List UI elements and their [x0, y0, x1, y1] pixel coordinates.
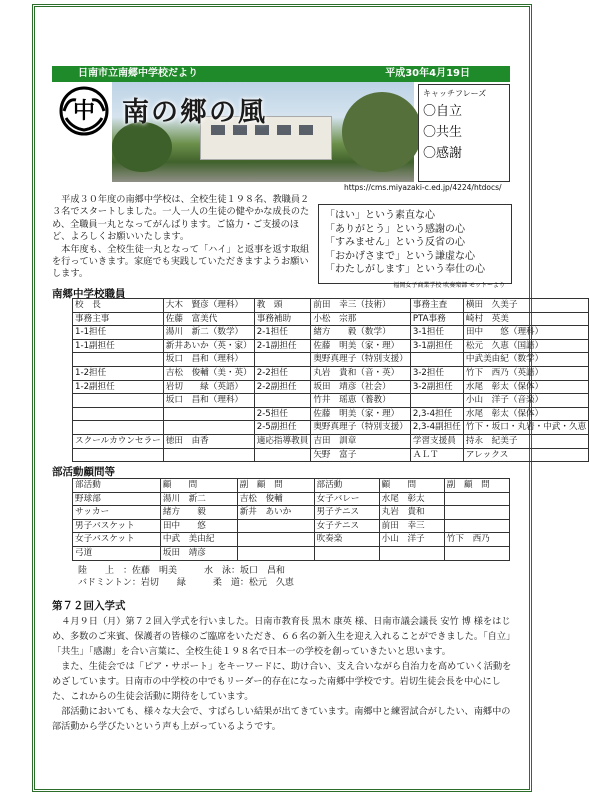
- emblem-char: 中: [72, 99, 96, 124]
- staff-cell: 3-2副担任: [410, 380, 463, 394]
- club-cell: 男子テニス: [314, 506, 379, 520]
- staff-cell: 坂田 靖彦（社会）: [311, 380, 411, 394]
- club-cell: 顧 問: [379, 479, 444, 493]
- staff-cell: [254, 448, 311, 462]
- staff-cell: 新井あいか（英・家）: [163, 339, 254, 353]
- club-cell: 中武 美由紀: [160, 533, 237, 547]
- staff-row: [73, 421, 589, 435]
- club-cell: 吹奏楽: [314, 533, 379, 547]
- staff-cell: 中武美由紀（数学）: [463, 353, 588, 367]
- staff-cell: 事務主事: [73, 312, 164, 326]
- catchphrase-item: 〇感謝: [423, 146, 463, 161]
- staff-cell: 1-2副担任: [73, 380, 164, 394]
- ceremony-paragraph: ４月９日（月）第７２回入学式を行いました。日南市教育長 黒木 康英 様、日南市議会議長 安竹 博 様をはじめ、多数のご来賓、保護者の皆様のご臨席をいただき、６６名の新入生を迎え入れることができました。「自立」「共生」「感謝」を合い言葉に、全校生徒１９８名で日本一の学校を創っていきたいと思います。: [52, 616, 511, 657]
- ceremony-heading: 第７２回入学式: [52, 600, 126, 612]
- motto-box: [318, 204, 512, 289]
- ceremony-text: [52, 614, 514, 734]
- club-cell: 新井 あいか: [237, 506, 314, 520]
- staff-cell: 奥野真理子（特別支援）: [311, 421, 411, 435]
- club-extra: [78, 565, 294, 589]
- club-cell: 吉松 俊輔: [237, 492, 314, 506]
- website-url[interactable]: https://cms.miyazaki-c.ed.jp/4224/htdocs/: [344, 183, 502, 192]
- header-bar: [52, 66, 510, 82]
- club-row: [73, 506, 510, 520]
- newsletter-title: 南の郷の風: [122, 97, 267, 128]
- club-cell: 坂田 靖彦: [160, 546, 237, 560]
- staff-cell: 岩切 緑（英語）: [163, 380, 254, 394]
- staff-cell: 大木 賢彦（理科）: [163, 299, 254, 313]
- club-cell: 女子バレー: [314, 492, 379, 506]
- ceremony-paragraph: また、生徒会では「ピア・サポート」をキーワードに、助け合い、支え合いながら自治力を高めていく活動をめざしています。日南市の中学校の中でもリーダー的存在になった南郷中学校です。岩切生徒会長を中心にした、これからの生徒会活動に期待をしています。: [52, 661, 512, 702]
- staff-cell: 1-1担任: [73, 326, 164, 340]
- club-cell: 副 顧 問: [444, 479, 509, 493]
- staff-cell: [163, 421, 254, 435]
- staff-cell: ＡＬＴ: [410, 448, 463, 462]
- club-cell: [314, 546, 379, 560]
- club-cell: 小山 洋子: [379, 533, 444, 547]
- staff-cell: [410, 394, 463, 408]
- staff-cell: 校 長: [73, 299, 164, 313]
- club-row: [73, 546, 510, 560]
- staff-cell: [73, 394, 164, 408]
- staff-cell: 湯川 新二（数学）: [163, 326, 254, 340]
- staff-cell: 坂口 昌和（理科）: [163, 353, 254, 367]
- staff-cell: スクールカウンセラー: [73, 434, 164, 448]
- staff-cell: [163, 448, 254, 462]
- staff-cell: アレックス: [463, 448, 588, 462]
- staff-table: [72, 298, 589, 462]
- club-cell: 前田 幸三: [379, 519, 444, 533]
- staff-cell: 事務補助: [254, 312, 311, 326]
- club-cell: [237, 519, 314, 533]
- staff-cell: 小山 洋子（音楽）: [463, 394, 588, 408]
- staff-cell: 2-1副担任: [254, 339, 311, 353]
- staff-row: [73, 353, 589, 367]
- club-cell: 竹下 西乃: [444, 533, 509, 547]
- club-cell: [444, 506, 509, 520]
- staff-row: [73, 312, 589, 326]
- staff-cell: 丸岩 貴和（音・英）: [311, 366, 411, 380]
- staff-cell: 水尾 彰太（保体）: [463, 380, 588, 394]
- motto-line: 「はい」という素直な心: [325, 210, 435, 221]
- staff-cell: 田中 悠（理科）: [463, 326, 588, 340]
- staff-row: [73, 366, 589, 380]
- staff-cell: 適応指導教員: [254, 434, 311, 448]
- staff-row: [73, 339, 589, 353]
- club-cell: 弓道: [73, 546, 161, 560]
- staff-cell: 2-5副担任: [254, 421, 311, 435]
- staff-cell: PTA事務: [410, 312, 463, 326]
- club-row: [73, 479, 510, 493]
- staff-cell: 竹下・坂口・丸岩・中武・久恵: [463, 421, 588, 435]
- club-extra-line: バドミントン：岩切 緑 柔 道：松元 久恵: [78, 578, 294, 588]
- issue-date: 平成30年4月19日: [385, 68, 470, 79]
- club-cell: 部活動: [314, 479, 379, 493]
- staff-row: [73, 434, 589, 448]
- staff-cell: 水尾 彰太（保体）: [463, 407, 588, 421]
- club-cell: サッカー: [73, 506, 161, 520]
- staff-cell: 竹下 西乃（英語）: [463, 366, 588, 380]
- club-cell: 丸岩 貴和: [379, 506, 444, 520]
- motto-line: 「ありがとう」という感謝の心: [325, 223, 465, 235]
- staff-cell: 学習支援員: [410, 434, 463, 448]
- staff-cell: [163, 407, 254, 421]
- staff-cell: 前田 幸三（技術）: [311, 299, 411, 313]
- club-cell: 湯川 新二: [160, 492, 237, 506]
- staff-cell: 松元 久恵（国語）: [463, 339, 588, 353]
- staff-cell: 1-2担任: [73, 366, 164, 380]
- staff-cell: 横田 久美子: [463, 299, 588, 313]
- staff-row: [73, 448, 589, 462]
- staff-cell: 3-1副担任: [410, 339, 463, 353]
- club-cell: 女子バスケット: [73, 533, 161, 547]
- clubs-table: [72, 478, 510, 561]
- staff-cell: [254, 353, 311, 367]
- staff-cell: 佐藤 富美代: [163, 312, 254, 326]
- club-cell: 野球部: [73, 492, 161, 506]
- staff-cell: 坂口 昌和（理科）: [163, 394, 254, 408]
- staff-cell: 吉松 俊輔（美・英）: [163, 366, 254, 380]
- club-extra-line: 陸 上 ：佐藤 明美 水 泳：坂口 昌和: [78, 566, 286, 576]
- intro-text: 平成３０年度の南郷中学校は、全校生徒１９８名、教職員２３名でスタートしました。一人一人の生徒の健やかな成長のため、全職員一丸となってがんばります。ご協力・ご支援のほど、よろしくお願いいたします。 本年度も、全校生徒一丸となって「ハイ」と返事を返す取組を行っていきます。家庭でも実践していただきますようお願いします。: [52, 194, 310, 280]
- staff-row: [73, 380, 589, 394]
- motto-line: 「すみません」という反省の心: [325, 237, 465, 248]
- staff-row: [73, 394, 589, 408]
- club-cell: 田中 悠: [160, 519, 237, 533]
- motto-line: 「おかげさまで」という謙虚な心: [325, 250, 475, 262]
- staff-cell: 2-2副担任: [254, 380, 311, 394]
- staff-cell: 奥野真理子（特別支援）: [311, 353, 411, 367]
- club-row: [73, 533, 510, 547]
- club-cell: 顧 問: [160, 479, 237, 493]
- staff-cell: [73, 421, 164, 435]
- staff-cell: 2,3-4担任: [410, 407, 463, 421]
- club-row: [73, 492, 510, 506]
- catchphrase-heading: キャッチフレーズ: [423, 89, 487, 98]
- staff-cell: 小松 宗那: [311, 312, 411, 326]
- staff-cell: 緒方 毅（数学）: [311, 326, 411, 340]
- staff-cell: 矢野 富子: [311, 448, 411, 462]
- staff-row: [73, 326, 589, 340]
- staff-cell: 2-5担任: [254, 407, 311, 421]
- staff-cell: [410, 353, 463, 367]
- staff-cell: 吉田 訓章: [311, 434, 411, 448]
- staff-cell: [254, 394, 311, 408]
- clubs-heading: 部活動顧問等: [52, 466, 115, 478]
- staff-cell: 1-1副担任: [73, 339, 164, 353]
- club-cell: [379, 546, 444, 560]
- club-cell: [444, 546, 509, 560]
- club-cell: 水尾 彰太: [379, 492, 444, 506]
- staff-cell: [73, 353, 164, 367]
- staff-row: [73, 407, 589, 421]
- staff-cell: 持永 紀美子: [463, 434, 588, 448]
- club-cell: 緒方 毅: [160, 506, 237, 520]
- club-cell: [444, 492, 509, 506]
- staff-cell: 事務主査: [410, 299, 463, 313]
- catchphrase-box: [418, 84, 510, 182]
- staff-cell: 竹井 瑶恵（養教）: [311, 394, 411, 408]
- staff-cell: [73, 407, 164, 421]
- motto-source: 福岡女子商業学校 吹奏楽部 モットーより: [393, 281, 505, 289]
- ceremony-paragraph: 部活動においても、様々な大会で、すばらしい結果が出てきています。南郷中と練習試合がしたい、南郷中の部活動から学びたいという声も上がっているようです。: [52, 706, 511, 732]
- staff-cell: 2,3-4副担任: [410, 421, 463, 435]
- club-cell: [237, 533, 314, 547]
- staff-row: [73, 299, 589, 313]
- staff-cell: [73, 448, 164, 462]
- staff-cell: 徳田 由香: [163, 434, 254, 448]
- staff-cell: 3-1担任: [410, 326, 463, 340]
- staff-cell: 佐藤 明美（家・理）: [311, 339, 411, 353]
- club-row: [73, 519, 510, 533]
- staff-cell: 佐藤 明美（家・理）: [311, 407, 411, 421]
- club-cell: [444, 519, 509, 533]
- club-cell: 男子バスケット: [73, 519, 161, 533]
- club-cell: 副 顧 問: [237, 479, 314, 493]
- motto-line: 「わたしがします」という奉仕の心: [325, 264, 485, 275]
- staff-cell: 2-2担任: [254, 366, 311, 380]
- club-cell: 部活動: [73, 479, 161, 493]
- staff-cell: 崎村 英美: [463, 312, 588, 326]
- staff-cell: 2-1担任: [254, 326, 311, 340]
- catchphrase-item: 〇自立: [423, 104, 463, 119]
- staff-cell: 3-2担任: [410, 366, 463, 380]
- club-cell: 女子テニス: [314, 519, 379, 533]
- school-name: 日南市立南郷中学校だより: [78, 68, 198, 79]
- staff-heading: 南郷中学校職員: [52, 288, 126, 300]
- school-emblem-icon: [58, 86, 110, 136]
- catchphrase-item: 〇共生: [423, 125, 463, 140]
- club-cell: [237, 546, 314, 560]
- staff-cell: 教 頭: [254, 299, 311, 313]
